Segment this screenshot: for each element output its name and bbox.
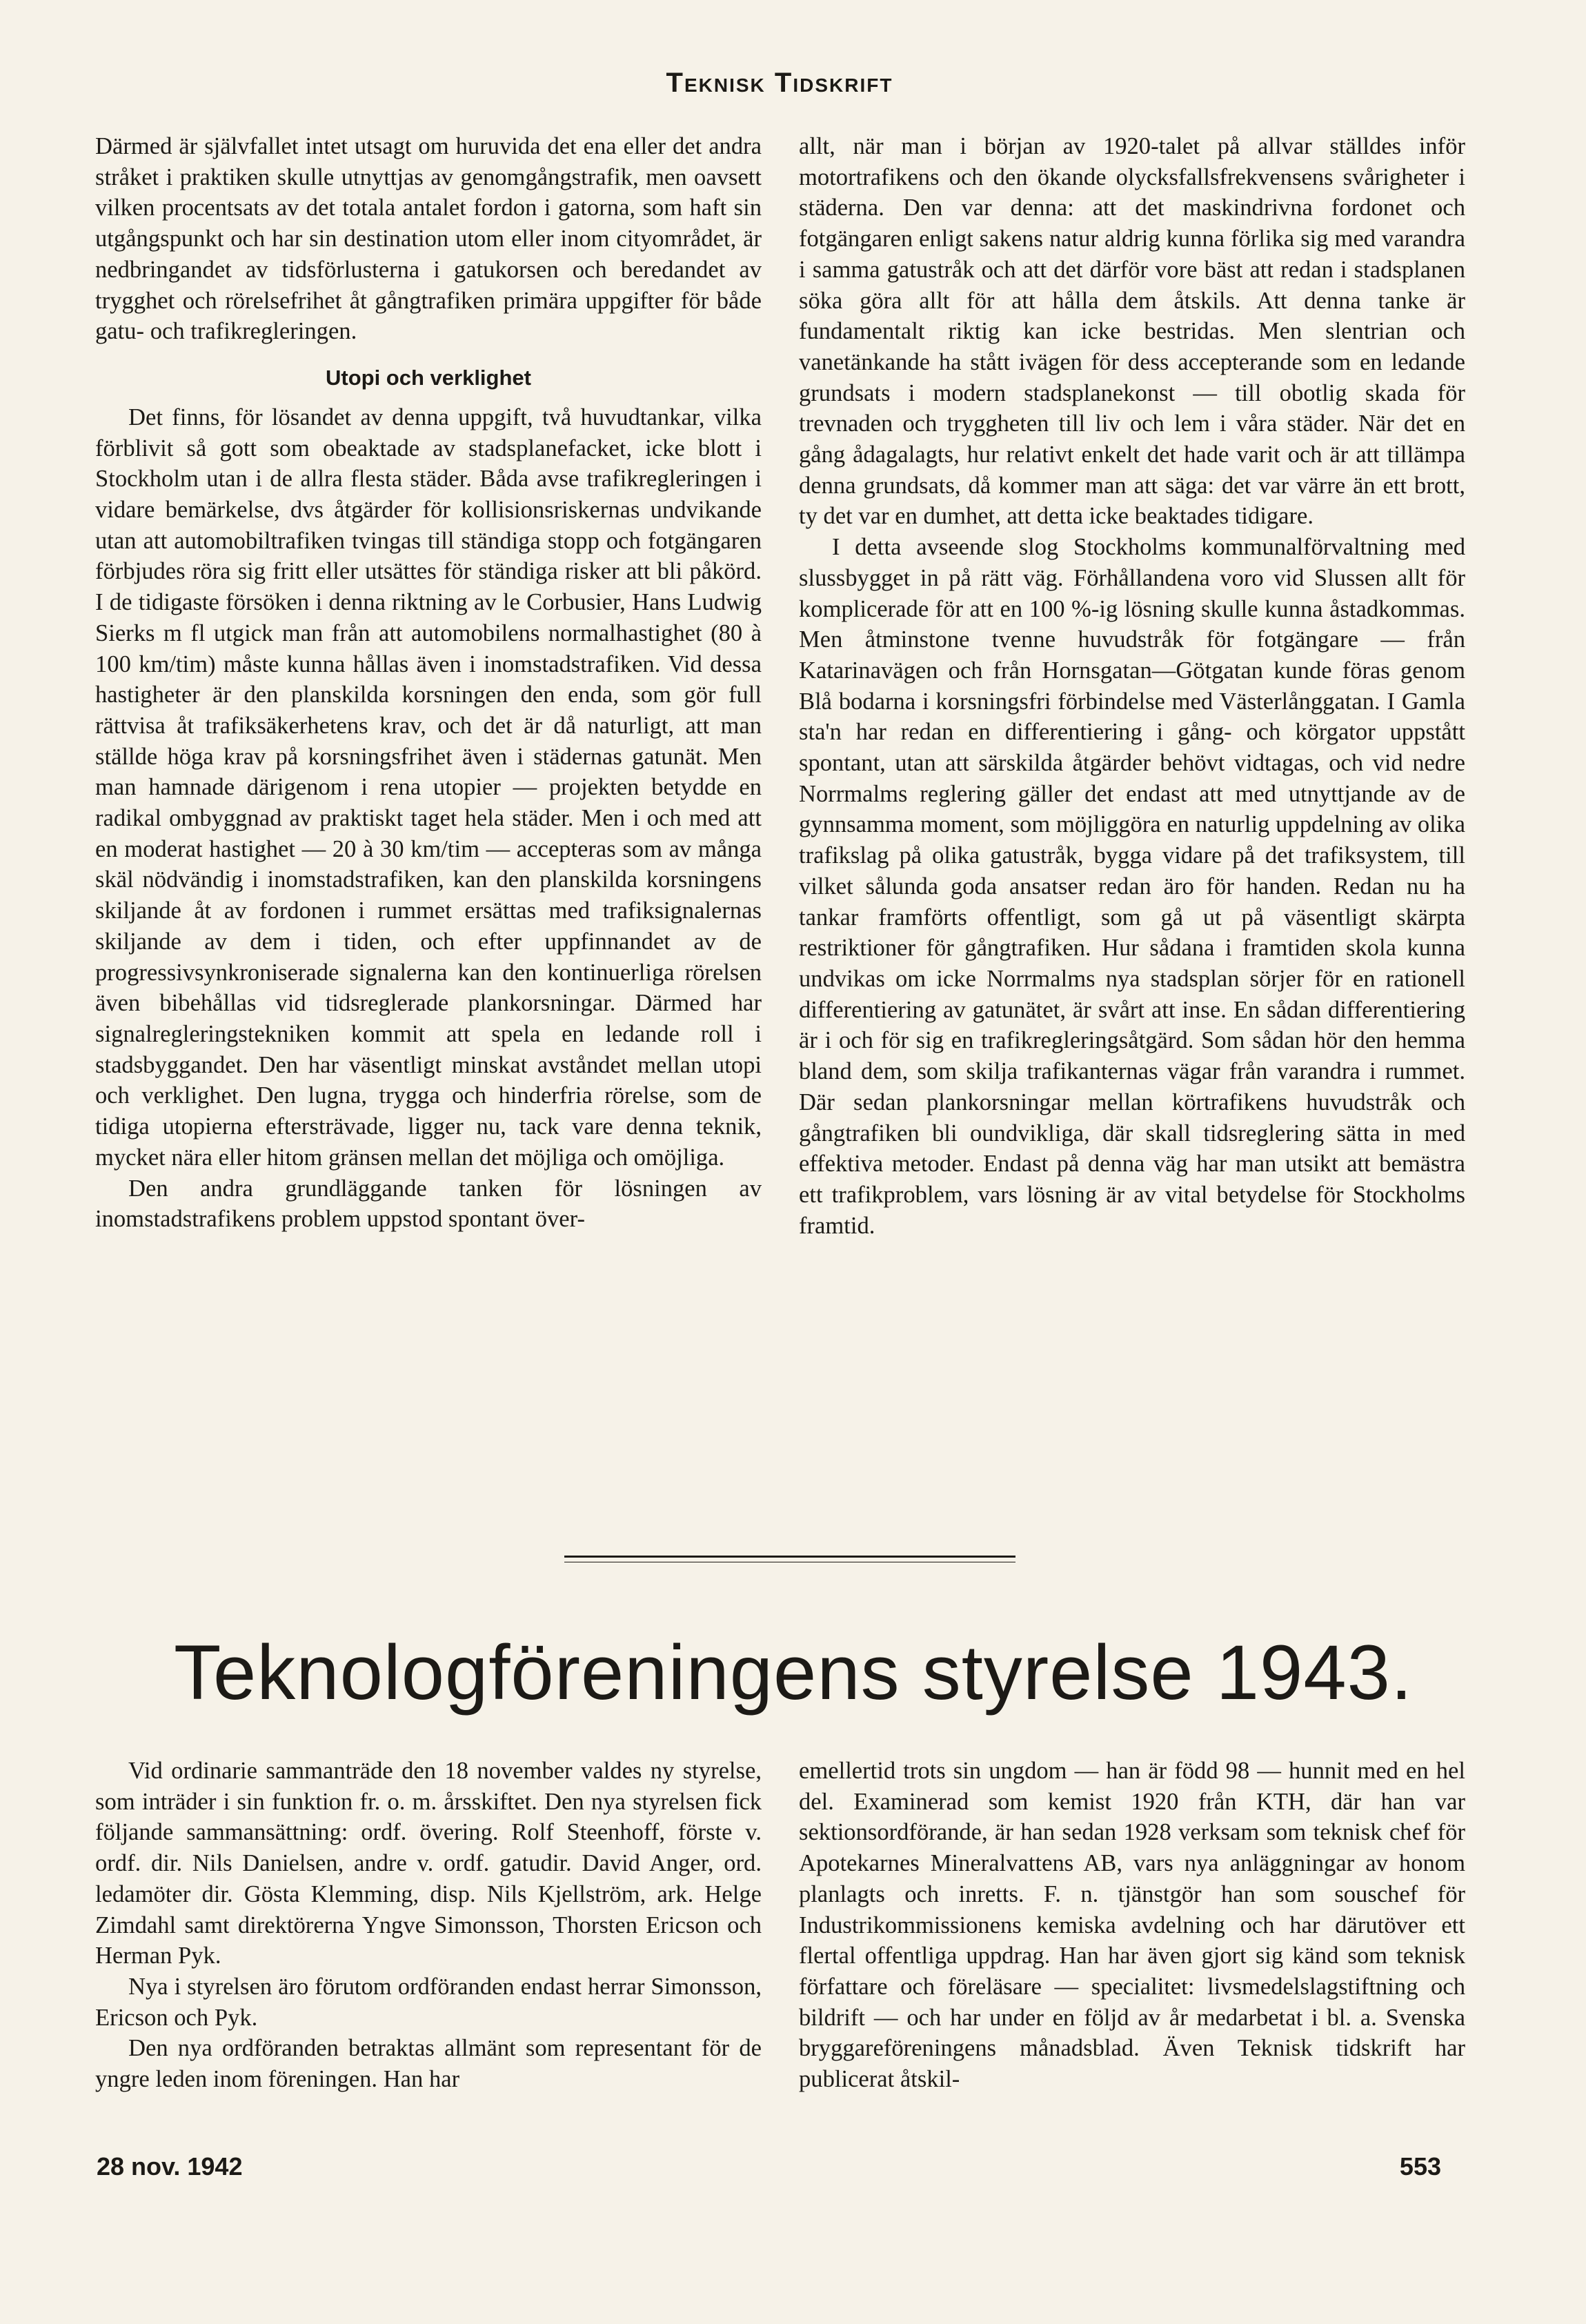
section-subheading: Utopi och verklighet (326, 365, 531, 390)
article2-column-left (95, 1756, 762, 2095)
article-paragraph: allt, när man i början av 1920-talet på allvar ställdes inför motortrafikens och den ökande olycksfallsfrekvensens svårigheter i städerna. Den var denna: att det maskindrivna fordonet och fotgängaren enligt sakens natur aldrig kunna förlika sig med varandra i samma gatustråk och att det därför vore bäst att redan i stadsplanen söka göra allt för att hålla dem åtskils. Att denna tanke är fundamentalt riktig kan icke bestridas. Men slentrian och vanetänkande ha stått ivägen för dess accepterande som en ledande grundsats i modern stadsplanekonst — till obotlig skada för trevnaden och tryggheten till liv och lem i våra städer. När det en gång ådagalagts, hur relativt enkelt det hade varit och är att tillämpa denna grundsats, då kommer man att säga: det var värre än ett brott, ty det var en dumhet, att detta icke beaktades tidigare. (799, 133, 1465, 530)
article2-column-right (799, 1756, 1465, 2095)
article-paragraph: emellertid trots sin ungdom — han är född 98 — hunnit med en hel del. Examinerad som kemist 1920 från KTH, där han var sektionsordförande, är han sedan 1928 verksam som teknisk chef för Apotekarnes Mineralvattens AB, vars nya anläggningar av honom planlagts och inretts. F. n. tjänstgör han som souschef för Industrikommissionens kemiska avdelning och har därutöver ett flertal offentliga uppdrag. Han har även gjort sig känd som teknisk författare och föreläsare — specialitet: livsmedelslagstiftning och bildrift — och har under en följd av år medarbetat i bl. a. Svenska bryggareföreningens månadsblad. Även Teknisk tidskrift har publicerat åtskil- (799, 1758, 1465, 2093)
article-paragraph: Den nya ordföranden betraktas allmänt som representant för de yngre leden inom föreningen. Han har (95, 2035, 762, 2093)
article-paragraph: Därmed är självfallet intet utsagt om huruvida det ena eller det andra stråket i praktiken skulle utnyttjas av genomgångstrafik, men oavsett vilken procentsats av det totala antalet fordon i gatorna, som haft sin utgångspunkt och har sin destination utom eller inom cityområdet, är nedbringandet av tidsförlusterna i gatukorsen och beredandet av trygghet och rörelsefrihet åt gångtrafiken primära uppgifter för både gatu- och trafikregleringen. (95, 133, 762, 345)
section-divider (564, 1556, 1015, 1558)
article-paragraph: Nya i styrelsen äro förutom ordföranden endast herrar Simonsson, Ericson och Pyk. (95, 1973, 762, 2031)
article-paragraph: I detta avseende slog Stockholms kommunalförvaltning med slussbygget in på rätt väg. Förhållandena voro vid Slussen allt för komplicerade för att en 100 %-ig lösning skulle kunna åstadkommas. Men åtminstone tvenne huvudstråk för fotgängare — från Katarinavägen och från Hornsgatan—Götgatan kunde föras genom Blå bodarna i korsningsfri förbindelse med Västerlånggatan. I Gamla sta'n har redan en differentiering i gång- och körgator uppstått spontant, utan att särskilda åtgärder behövt vidtagas, och vid nedre Norrmalms reglering gäller det endast att med utnyttjande av de gynnsamma moment, som möjliggöra en naturlig uppdelning av olika trafikslag på olika gatustråk, bygga vidare på det trafiksystem, till vilket sålunda goda ansatser redan äro för handen. Redan nu ha tankar framförts offentligt, som gå ut på väsentligt skärpta restriktioner för gångtrafiken. Hur sådana i framtiden skola kunna undvikas om icke Norrmalms nya stadsplan sörjer för en rationell differentiering av gatunätet, är svårt att inse. En sådan differentiering är i och för sig en trafikregleringsåtgärd. Som sådan hör den hemma bland dem, som skilja trafikanternas vägar från varandra i rummet. Där sedan plankorsningar mellan körtrafikens huvudstråk och gångtrafiken bli oundvikliga, där skall tidsreglering sätta in med effektiva metoder. Endast på denna väg har man utsikt att bemästra ett trafikproblem, vars lösning är av vital betydelse för Stockholms framtid. (799, 534, 1465, 1239)
article-column-right (799, 131, 1465, 1241)
article-column-left (95, 131, 762, 1235)
page-number: 553 (1399, 2152, 1441, 2181)
footer-date: 28 nov. 1942 (97, 2152, 243, 2181)
journal-title: Teknisk Tidskrift (666, 68, 893, 98)
article-paragraph: Vid ordinarie sammanträde den 18 november valdes ny styrelse, som inträder i sin funktion fr. o. m. årsskiftet. Den nya styrelsen fick följande sammansättning: ordf. övering. Rolf Steenhoff, förste v. ordf. dir. Nils Danielsen, andre v. ordf. gatudir. David Anger, ord. ledamöter dir. Gösta Klemming, disp. Nils Kjellström, ark. Helge Zimdahl samt direktörerna Yngve Simonsson, Thorsten Ericson och Herman Pyk. (95, 1758, 762, 1969)
article-paragraph: Den andra grundläggande tanken för lösningen av inomstadstrafikens problem uppstod spontant över- (95, 1175, 762, 1233)
article-paragraph: Det finns, för lösandet av denna uppgift, två huvudtankar, vilka förblivit så gott som obeaktade av stadsplanefacket, icke blott i Stockholm utan i de allra flesta städer. Båda avse trafikregleringen i vidare bemärkelse, dvs åtgärder för kollisionsriskernas undvikande utan att automobiltrafiken tvingas till ständiga stopp och fotgängaren förbjudes röra sig fritt eller utsättes för ständiga risker att bli påkörd. I de tidigaste försöken i denna riktning av le Corbusier, Hans Ludwig Sierks m fl utgick man från att automobilens normalhastighet (80 à 100 km/tim) måste kunna hållas även i inomstadstrafiken. Vid dessa hastigheter är den planskilda korsningen den enda, som gör full rättvisa åt trafiksäkerhetens krav, och det är då naturligt, att man ställde höga krav på korsningsfrihet även i städernas gatunät. Men man hamnade därigenom i rena utopier — projekten betydde en radikal ombyggnad av praktiskt taget hela städer. Men i och med att en moderat hastighet — 20 à 30 km/tim — accepteras som av många skäl nödvändig i inomstadstrafiken, kan den planskilda korsningens skiljande åt av fordonen i rummet ersättas med trafiksignalernas skiljande av dem i tiden, och efter uppfinnandet av de progressivsynkroniserade signalerna kan den kontinuerliga rörelsen även bibehållas vid tidsreglerade plankorsningar. Därmed har signalregleringstekniken kommit att spela en ledande roll i stadsbyggandet. Den har väsentligt minskat avståndet mellan utopi och verklighet. Den lugna, trygga och hinderfria rörelse, som de tidiga utopierna eftersträvade, ligger nu, tack vare denna teknik, mycket nära eller hitom gränsen mellan det möjliga och omöjliga. (95, 404, 762, 1171)
article-headline: Teknologföreningens styrelse 1943. (173, 1629, 1414, 1716)
